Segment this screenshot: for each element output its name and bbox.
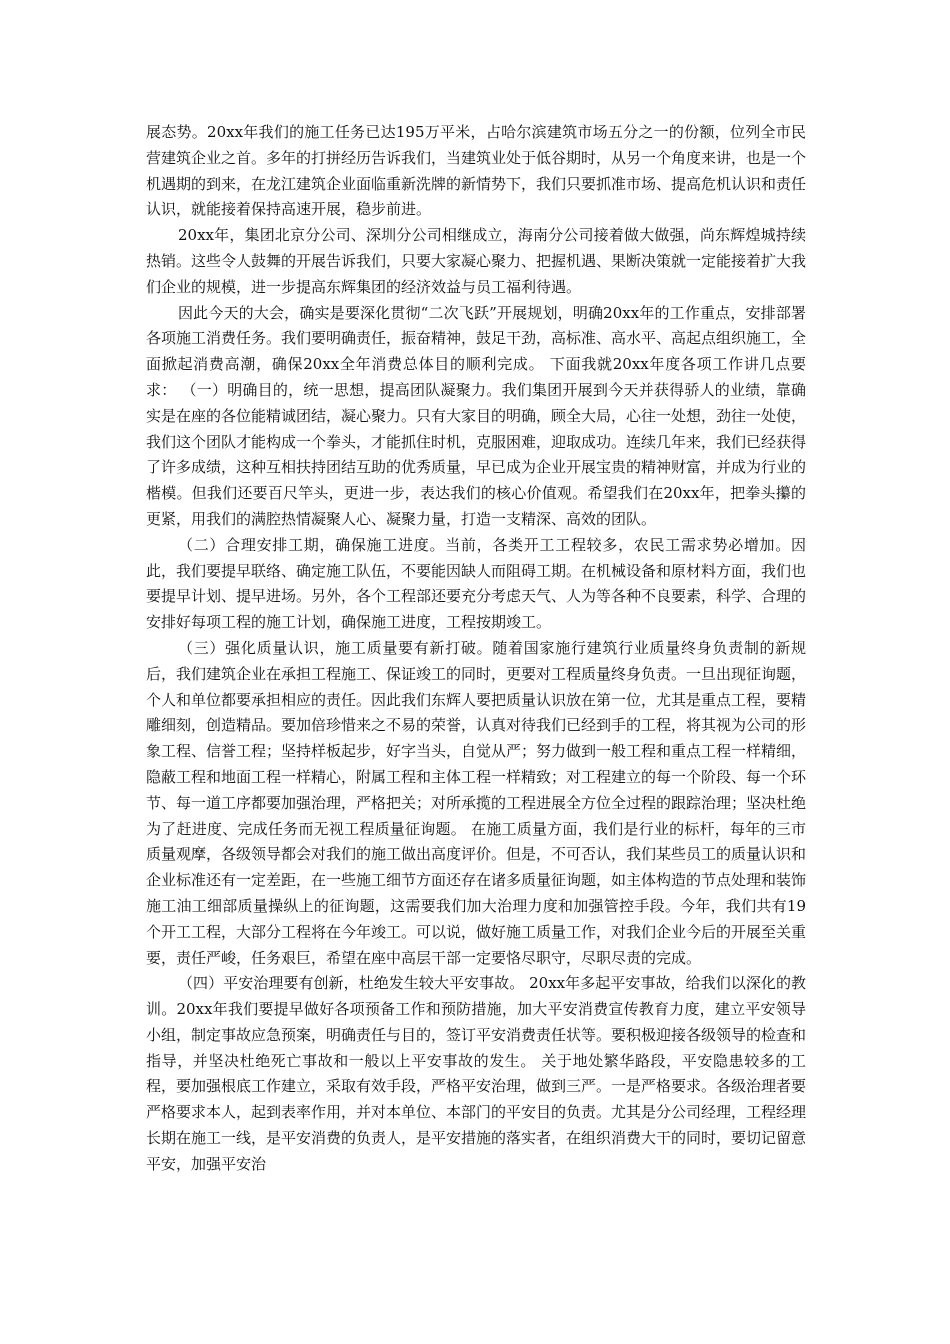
paragraph: （三）强化质量认识，施工质量要有新打破。随着国家施行建筑行业质量终身负责制的新规后，我们建筑企业在承担工程施工、保证竣工的同时，更要对工程质量终身负责。一旦出现征询题，个人和单位都要承担相应的责任。因此我们东辉人要把质量认识放在第一位，尤其是重点工程，要精雕细刻，创造精品。要加倍珍惜来之不易的荣誉，认真对待我们已经到手的工程，将其视为公司的形象工程、信誉工程；坚持样板起步，好字当头，自觉从严；努力做到一般工程和重点工程一样精细，隐蔽工程和地面工程一样精心，附属工程和主体工程一样精致；对工程建立的每一个阶段、每一个环节、每一道工序都要加强治理，严格把关；对所承揽的工程进展全方位全过程的跟踪治理；坚决杜绝为了赶进度、完成任务而无视工程质量征询题。 在施工质量方面，我们是行业的标杆，每年的三市质量观摩，各级领导都会对我们的施工做出高度评价。但是，不可否认，我们某些员工的质量认识和企业标准还有一定差距，在一些施工细节方面还存在诸多质量征询题，如主体构造的节点处理和装饰施工油工细部质量操纵上的征询题，这需要我们加大治理力度和加强管控手段。今年，我们共有19个开工工程，大部分工程将在今年竣工。可以说，做好施工质量工作，对我们企业今后的开展至关重要，责任严峻，任务艰巨，希望在座中高层干部一定要恪尽职守，尽职尽责的完成。 <box>146 638 807 967</box>
paragraph-continued: 展态势。20xx年我们的施工任务已达195万平米，占哈尔滨建筑市场五分之一的份额，位列全市民营建筑企业之首。多年的打拼经历告诉我们，当建筑业处于低谷期时，从另一个角度来讲，也是一个机遇期的到来，在龙江建筑企业面临重新洗牌的新情势下，我们只要抓准市场、提高危机认识和责任认识，就能接着保持高速开展，稳步前进。 <box>146 123 807 219</box>
paragraph: （四）平安治理要有创新，杜绝发生较大平安事故。 20xx年多起平安事故，给我们以深化的教训。20xx年我们要提早做好各项预备工作和预防措施，加大平安消费宣传教育力度，建立平安领导小组，制定事故应急预案，明确责任与目的，签订平安消费责任状等。要积极迎接各级领导的检查和指导，并坚决杜绝死亡事故和一般以上平安事故的发生。 关于地处繁华路段，平安隐患较多的工程，要加强根底工作建立，采取有效手段，严格平安治理，做到三严。一是严格要求。各级治理者要严格要求本人，起到表率作用，并对本单位、本部门的平安目的负责。尤其是分公司经理，工程经理长期在施工一线，是平安消费的负责人，是平安措施的落实者，在组织消费大干的同时，要切记留意平安，加强平安治 <box>146 974 807 1173</box>
document-body <box>146 120 806 1178</box>
paragraph: （二）合理安排工期，确保施工进度。当前，各类开工工程较多，农民工需求势必增加。因此，我们要提早联络、确定施工队伍，不要能因缺人而阻碍工期。在机械设备和原材料方面，我们也要提早计划、提早进场。另外，各个工程部还要充分考虑天气、人为等各种不良要素，科学、合理的安排好每项工程的施工计划，确保施工进度，工程按期竣工。 <box>146 535 807 632</box>
paragraph: 20xx年，集团北京分公司、深圳分公司相继成立，海南分公司接着做大做强，尚东辉煌城持续热销。这些令人鼓舞的开展告诉我们，只要大家凝心聚力、把握机遇、果断决策就一定能接着扩大我们企业的规模，进一步提高东辉集团的经济效益与员工福利待遇。 <box>146 226 807 296</box>
paragraph: 因此今天的大会，确实是要深化贯彻“二次飞跃”开展规划，明确20xx年的工作重点，安排部署各项施工消费任务。我们要明确责任，振奋精神，鼓足干劲，高标准、高水平、高起点组织施工，全面掀起消费高潮，确保20xx全年消费总体目的顺利完成。 下面我就20xx年度各项工作讲几点要求： （一）明确目的，统一思想，提高团队凝聚力。我们集团开展到今天并获得骄人的业绩，靠确实是在座的各位能精诚团结，凝心聚力。只有大家目的明确，顾全大局，心往一处想，劲往一处使，我们这个团队才能构成一个拳头，才能抓住时机，克服困难，迎取成功。连续几年来，我们已经获得了许多成绩，这种互相扶持团结互助的优秀质量，早已成为企业开展宝贵的精神财富，并成为行业的楷模。但我们还要百尺竿头，更进一步，表达我们的核心价值观。希望我们在20xx年，把拳头攥的更紧，用我们的满腔热情凝聚人心、凝聚力量，打造一支精深、高效的团队。 <box>146 303 807 528</box>
